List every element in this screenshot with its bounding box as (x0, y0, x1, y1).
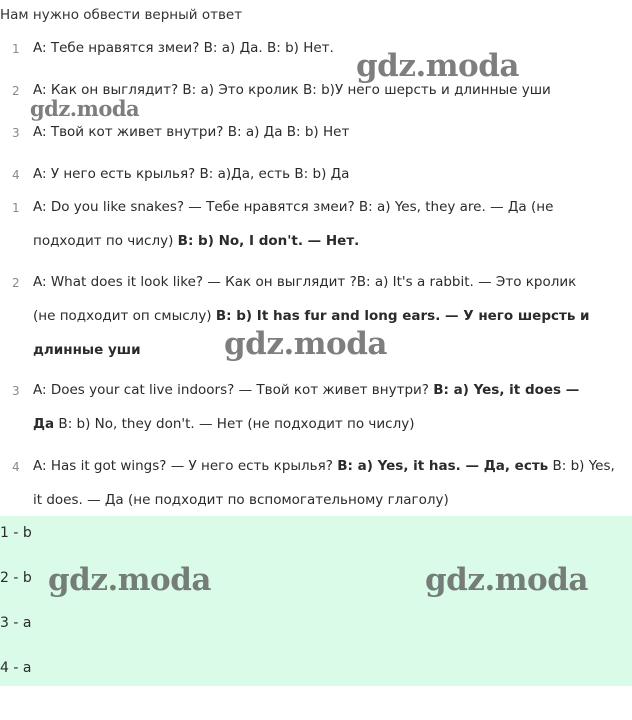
explanation-line (33, 233, 359, 249)
watermark-logo: gdz.moda (356, 48, 519, 84)
task-intro: Нам нужно обвести верный ответ (0, 7, 243, 23)
explanation-line: A: What does it look like? — Как он выглядит ?B: a) It's a rabbit. — Это кролик (33, 274, 577, 290)
watermark-logo: gdz.moda (425, 562, 588, 598)
explanation-line (33, 382, 579, 398)
plain-text: (не подходит оп смыслу) (33, 308, 216, 324)
correct-answer: B: a) Yes, it has. — Да, есть (337, 458, 549, 474)
item-text: A: Как он выглядит? B: a) Это кролик B: b)У него шерсть и длинные уши (33, 82, 551, 98)
answers-block (0, 516, 632, 686)
explanation-line (33, 458, 615, 474)
explanation-line: A: Do you like snakes? — Тебе нравятся змеи? B: a) Yes, they are. — Да (не (33, 199, 554, 215)
answer-line: 3 - a (0, 615, 32, 631)
plain-text: B: b) No, they don't. — Нет (не подходит по числу) (54, 416, 415, 432)
watermark-logo: gdz.moda (30, 96, 140, 121)
item-text: A: Твой кот живет внутри? B: a) Да B: b) Нет (33, 124, 350, 140)
answer-line: 2 - b (0, 570, 32, 586)
correct-answer: Да (33, 416, 55, 432)
item-number: 1 (12, 201, 20, 215)
correct-answer: B: b) It has fur and long ears. — У него шерсть и (215, 308, 590, 324)
correct-answer: B: a) Yes, it does — (433, 382, 580, 398)
watermark-logo: gdz.moda (224, 326, 387, 362)
answer-line: 1 - b (0, 525, 32, 541)
explanation-line (33, 308, 590, 324)
item-number: 2 (12, 276, 20, 290)
plain-text: B: b) Yes, (548, 458, 615, 474)
item-number: 4 (12, 168, 20, 182)
plain-text: A: Does your cat live indoors? — Твой кот живет внутри? (33, 382, 434, 398)
explanation-line: it does. — Да (не подходит по вспомогательному глаголу) (33, 492, 449, 508)
correct-answer: B: b) No, I don't. — Нет. (177, 233, 360, 249)
item-text: A: У него есть крылья? B: a)Да, есть B: b) Да (33, 166, 350, 182)
item-number: 2 (12, 84, 20, 98)
plain-text: подходит по числу) (33, 233, 178, 249)
item-number: 3 (12, 384, 20, 398)
item-number: 4 (12, 460, 20, 474)
watermark-logo: gdz.moda (48, 562, 211, 598)
explanation-line (33, 416, 414, 432)
item-number: 3 (12, 126, 20, 140)
item-number: 1 (12, 42, 20, 56)
answer-line: 4 - a (0, 660, 32, 676)
correct-answer: длинные уши (33, 342, 141, 358)
plain-text: A: Has it got wings? — У него есть крылья? (33, 458, 338, 474)
item-text: A: Тебе нравятся змеи? B: a) Да. B: b) Нет. (33, 40, 334, 56)
